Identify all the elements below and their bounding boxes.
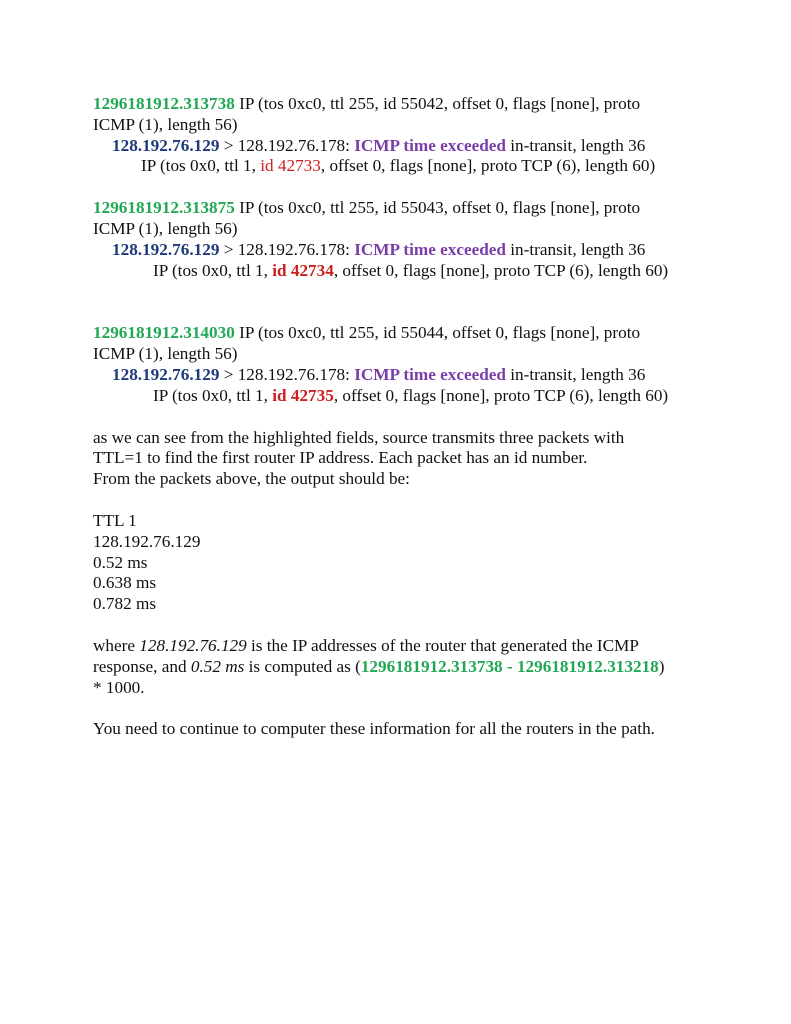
icmp-type: ICMP time exceeded — [354, 135, 506, 155]
icmp-type: ICMP time exceeded — [354, 239, 506, 259]
inner-ip-line — [93, 261, 733, 282]
router-ip: 128.192.76.129 — [112, 364, 220, 384]
packet-block — [93, 323, 733, 406]
icmp-rest: in-transit, length 36 — [505, 239, 646, 259]
packet-timestamp: 1296181912.313738 — [93, 94, 235, 113]
output-rtt: 0.52 ms — [93, 552, 148, 572]
inner-suffix: , offset 0, flags [none], proto TCP (6), length 60) — [333, 385, 669, 405]
packet-header-line2: ICMP (1), length 56) — [93, 344, 238, 364]
packet-header-line — [93, 198, 733, 219]
icmp-line — [93, 365, 733, 386]
icmp-line — [93, 240, 733, 261]
output-router-ip: 128.192.76.129 — [93, 531, 201, 551]
packet-header-text: IP (tos 0xc0, ttl 255, id 55043, offset 0, flags [none], proto — [234, 198, 641, 218]
packet-timestamp: 1296181912.314030 — [93, 323, 235, 343]
packet-id: id 42733 — [260, 156, 321, 176]
output-ttl: TTL 1 — [93, 510, 137, 530]
router-ip: 128.192.76.129 — [112, 239, 220, 259]
icmp-rest: in-transit, length 36 — [505, 135, 646, 155]
inner-prefix: IP (tos 0x0, ttl 1, — [141, 156, 261, 176]
where-text: ) — [658, 656, 665, 676]
icmp-rest: in-transit, length 36 — [505, 364, 646, 384]
packet-header-line2: ICMP (1), length 56) — [93, 114, 238, 134]
expected-output — [93, 511, 733, 615]
packet-block — [93, 198, 733, 281]
packet-block — [93, 94, 733, 177]
where-line: * 1000. — [93, 677, 145, 697]
where-ip: 128.192.76.129 — [139, 635, 247, 655]
packet-id: id 42734 — [272, 260, 334, 280]
closing-paragraph: You need to continue to computer these information for all the routers in the path. — [93, 719, 655, 739]
packet-header-line — [93, 94, 733, 115]
where-dash: - — [502, 656, 517, 676]
inner-prefix: IP (tos 0x0, ttl 1, — [153, 260, 273, 280]
packet-header-text: IP (tos 0xc0, ttl 255, id 55044, offset 0, flags [none], proto — [234, 323, 641, 343]
destination-text: > 128.192.76.178: — [219, 135, 355, 155]
where-text: is computed as ( — [244, 656, 361, 676]
where-text: is the IP addresses of the router that generated the ICMP — [246, 635, 639, 655]
explanation-paragraph — [93, 428, 733, 490]
packet-id: id 42735 — [272, 385, 334, 405]
where-timestamp: 1296181912.313218 — [516, 656, 659, 676]
explanation-line: as we can see from the highlighted fields, source transmits three packets with — [93, 427, 625, 447]
where-timestamp: 1296181912.313738 — [360, 656, 503, 676]
destination-text: > 128.192.76.178: — [219, 239, 355, 259]
router-ip: 128.192.76.129 — [112, 135, 220, 155]
packet-header-line — [93, 323, 733, 344]
packet-header-line2: ICMP (1), length 56) — [93, 218, 238, 238]
packet-header-text: IP (tos 0xc0, ttl 255, id 55042, offset 0, flags [none], proto — [234, 94, 641, 113]
packet-timestamp: 1296181912.313875 — [93, 198, 235, 218]
explanation-line: TTL=1 to find the first router IP address. Each packet has an id number. — [93, 448, 588, 468]
document-body — [93, 94, 733, 740]
destination-text: > 128.192.76.178: — [219, 364, 355, 384]
icmp-line — [93, 136, 733, 157]
where-text: where — [93, 635, 140, 655]
output-rtt: 0.638 ms — [93, 573, 157, 593]
inner-suffix: , offset 0, flags [none], proto TCP (6), length 60) — [320, 156, 656, 176]
inner-prefix: IP (tos 0x0, ttl 1, — [153, 385, 273, 405]
inner-ip-line — [93, 156, 733, 177]
where-text: response, and — [93, 656, 191, 676]
inner-suffix: , offset 0, flags [none], proto TCP (6), length 60) — [333, 260, 669, 280]
output-rtt: 0.782 ms — [93, 594, 157, 614]
where-line — [93, 657, 733, 678]
icmp-type: ICMP time exceeded — [354, 364, 506, 384]
inner-ip-line — [93, 386, 733, 407]
where-paragraph — [93, 636, 733, 698]
explanation-line: From the packets above, the output should be: — [93, 469, 410, 489]
where-ms: 0.52 ms — [190, 656, 245, 676]
where-line — [93, 636, 733, 657]
